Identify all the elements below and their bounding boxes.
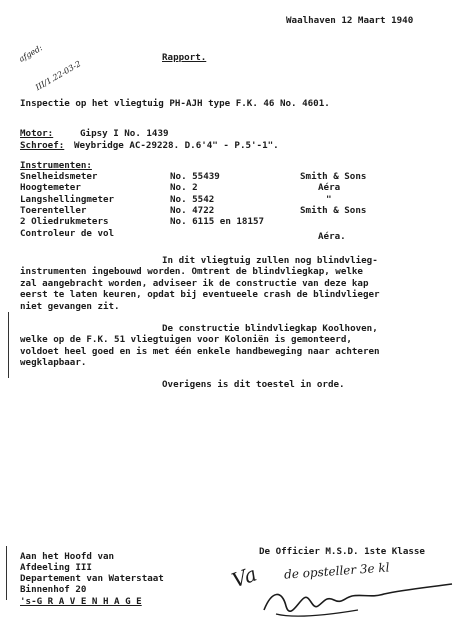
instrument-name: 2 Oliedrukmeters: [20, 216, 109, 227]
instrument-maker: Aéra: [318, 182, 341, 193]
instrument-name: Toerenteller: [20, 205, 87, 216]
signature-scribble: [262, 580, 462, 630]
paragraph-line: niet gevangen zit.: [20, 301, 120, 312]
paragraph-line: instrumenten ingebouwd worden. Omtrent de blindvliegkap, welke: [20, 266, 363, 277]
propeller-value: Weybridge AC-29228. D.6'4" - P.5'-1".: [74, 140, 279, 151]
report-title: Rapport.: [162, 52, 207, 63]
instrument-number: No. 6115 en 18157: [170, 216, 265, 227]
instrument-name: Snelheidsmeter: [20, 171, 98, 182]
instruments-heading: Instrumenten:: [20, 160, 92, 171]
handwritten-note: de opsteller 3e kl: [283, 560, 390, 582]
instrument-number: No. 55439: [170, 171, 220, 182]
handnote-line1: afged:: [17, 43, 45, 64]
paragraph-line: wegklapbaar.: [20, 357, 87, 368]
addressee-line: Afdeeling III: [20, 562, 92, 573]
addressee-city: 's-G R A V E N H A G E: [20, 596, 142, 607]
paragraph-line: zal aangebracht worden, adviseer ik de constructie van deze kap: [20, 278, 369, 289]
handwritten-initials: Va: [228, 561, 260, 593]
instrument-number: No. 4722: [170, 205, 215, 216]
instrument-number: No. 2: [170, 182, 198, 193]
instrument-maker: Smith & Sons: [300, 205, 367, 216]
instrument-number: No. 5542: [170, 194, 215, 205]
handnote-line2: III/1.22-03-2: [34, 59, 83, 93]
subject-line: Inspectie op het vliegtuig PH-AJH type F.K. 46 No. 4601.: [20, 98, 330, 109]
margin-bracket: [8, 312, 19, 378]
paragraph-3: Overigens is dit toestel in orde.: [162, 379, 345, 390]
addressee-line: Binnenhof 20: [20, 584, 87, 595]
instrument-name: Controleur de vol: [20, 228, 115, 239]
instrument-name: Langshellingmeter: [20, 194, 115, 205]
paragraph-line: welke op de F.K. 51 vliegtuigen voor Koloniën is gemonteerd,: [20, 334, 352, 345]
motor-label: Motor:: [20, 128, 54, 139]
addressee-line: Departement van Waterstaat: [20, 573, 164, 584]
instrument-maker: ": [326, 194, 332, 205]
paragraph-line: eerst te laten keuren, opdat bij eventueele crash de blindvlieger: [20, 289, 380, 300]
instrument-name: Hoogtemeter: [20, 182, 81, 193]
paragraph-line: voldoet heel goed en is met één enkele handbeweging naar achteren: [20, 346, 380, 357]
propeller-label: Schroef:: [20, 140, 65, 151]
paragraph-line: De constructie blindvliegkap Koolhoven,: [162, 323, 378, 334]
signatory-title: De Officier M.S.D. 1ste Klasse: [259, 546, 425, 557]
addressee-line: Aan het Hoofd van: [20, 551, 115, 562]
handwritten-margin-note: [6, 11, 94, 113]
place-date: Waalhaven 12 Maart 1940: [286, 15, 414, 26]
instrument-maker: Smith & Sons: [300, 171, 367, 182]
instrument-maker: Aéra.: [318, 231, 346, 242]
motor-value: Gipsy I No. 1439: [80, 128, 169, 139]
paragraph-line: In dit vliegtuig zullen nog blindvlieg-: [162, 255, 378, 266]
addressee-bracket: [6, 546, 13, 600]
